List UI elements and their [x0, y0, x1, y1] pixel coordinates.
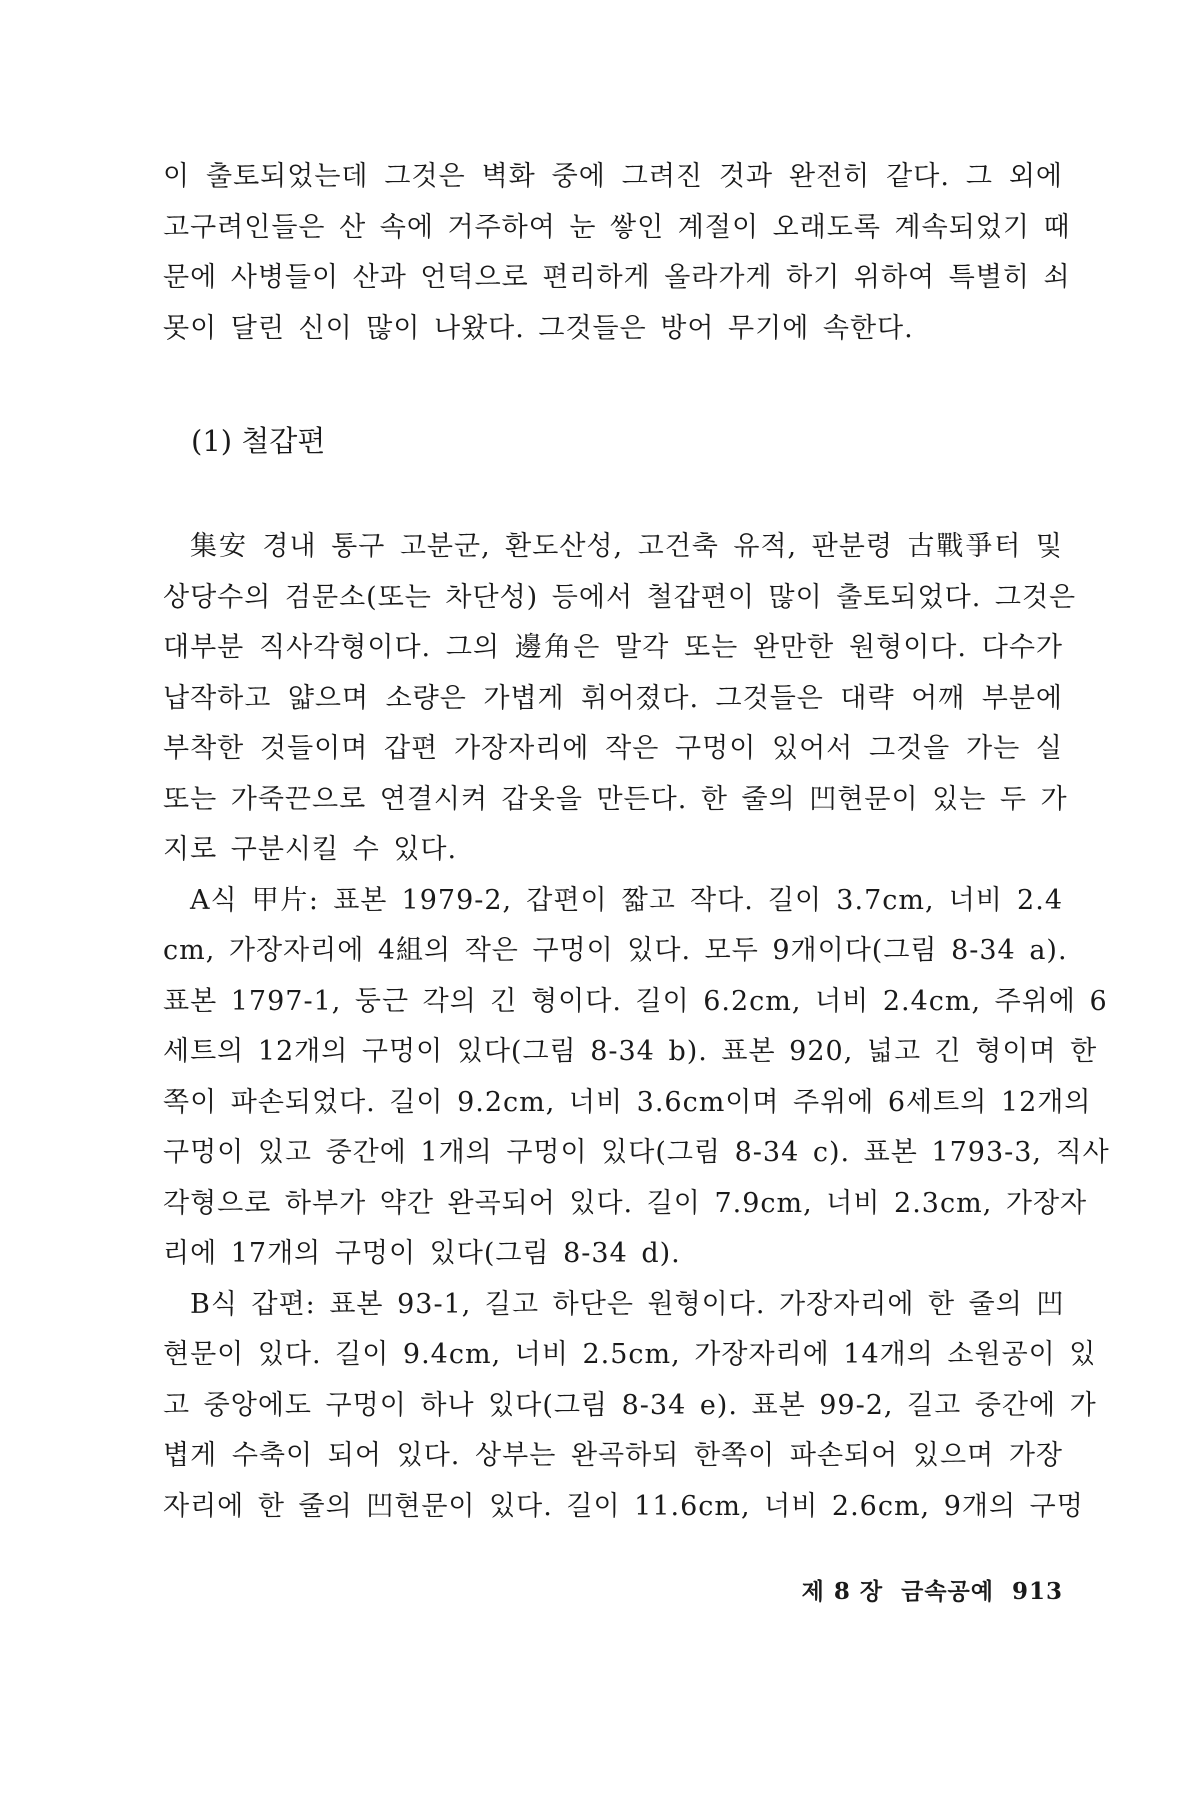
text-line: 지로 구분시킬 수 있다.: [163, 834, 458, 865]
paragraph-type-a: [163, 876, 1110, 1280]
page-number: 913: [1011, 1578, 1063, 1605]
page-footer: [760, 1573, 1063, 1606]
text-line: 쪽이 파손되었다. 길이 9.2cm, 너비 3.6cm이며 주위에 6세트의 12개의: [163, 1086, 1092, 1118]
text-line: 구멍이 있고 중간에 1개의 구멍이 있다(그림 8-34 c). 표본 1793-3, 직사: [163, 1137, 1110, 1168]
text-line: 리에 17개의 구멍이 있다(그림 8-34 d).: [163, 1238, 681, 1269]
text-line: 볍게 수축이 되어 있다. 상부는 완곡하되 한쪽이 파손되어 있으며 가장: [163, 1440, 1063, 1471]
text-line: B식 갑편: 표본 93-1, 길고 하단은 원형이다. 가장자리에 한 줄의 凹: [190, 1288, 1065, 1320]
chapter-label: 제 8 장: [801, 1578, 884, 1605]
paragraph-2: [163, 522, 1077, 876]
text-line: 고구려인들은 산 속에 거주하여 눈 쌓인 계절이 오래도록 계속되었기 때: [163, 211, 1071, 243]
text-line: 못이 달린 신이 많이 나왔다. 그것들은 방어 무기에 속한다.: [163, 312, 914, 344]
text-line: 표본 1797-1, 둥근 각의 긴 형이다. 길이 6.2cm, 너비 2.4cm, 주위에 6: [163, 985, 1108, 1017]
text-line: 이 출토되었는데 그것은 벽화 중에 그려진 것과 완전히 같다. 그 외에: [163, 161, 1063, 192]
text-line: 문에 사병들이 산과 언덕으로 편리하게 올라가게 하기 위하여 특별히 쇠: [163, 262, 1071, 293]
text-line: A식 甲片: 표본 1979-2, 갑편이 짧고 작다. 길이 3.7cm, 너비 2.4: [190, 884, 1063, 916]
text-line: 각형으로 하부가 약간 완곡되어 있다. 길이 7.9cm, 너비 2.3cm, 가장자: [163, 1187, 1088, 1219]
text-line: 集安 경내 통구 고분군, 환도산성, 고건축 유적, 판분령 古戰爭터 및: [190, 531, 1063, 562]
text-line: 자리에 한 줄의 凹현문이 있다. 길이 11.6cm, 너비 2.6cm, 9개의 구멍: [163, 1490, 1084, 1522]
text-line: 대부분 직사각형이다. 그의 邊角은 말각 또는 완만한 원형이다. 다수가: [163, 632, 1063, 663]
text-line: 납작하고 얇으며 소량은 가볍게 휘어졌다. 그것들은 대략 어깨 부분에: [163, 682, 1063, 714]
paragraph-type-b: [163, 1280, 1097, 1533]
text-line: 부착한 것들이며 갑편 가장자리에 작은 구멍이 있어서 그것을 가는 실: [163, 733, 1063, 764]
text-line: 현문이 있다. 길이 9.4cm, 너비 2.5cm, 가장자리에 14개의 소원공이 있: [163, 1339, 1097, 1370]
text-line: 세트의 12개의 구멍이 있다(그림 8-34 b). 표본 920, 넓고 긴 형이며 한: [163, 1036, 1098, 1067]
page-body: [163, 152, 1110, 1532]
text-line: cm, 가장자리에 4組의 작은 구멍이 있다. 모두 9개이다(그림 8-34 a).: [163, 935, 1068, 966]
text-line: 상당수의 검문소(또는 차단성) 등에서 철갑편이 많이 출토되었다. 그것은: [163, 581, 1077, 613]
text-line: 고 중앙에도 구멍이 하나 있다(그림 8-34 e). 표본 99-2, 길고 중간에 가: [163, 1389, 1097, 1421]
chapter-title: 금속공예: [901, 1578, 994, 1605]
paragraph-1: [163, 152, 1071, 354]
section-heading: (1) 철갑편: [191, 424, 326, 458]
text-line: 또는 가죽끈으로 연결시켜 갑옷을 만든다. 한 줄의 凹현문이 있는 두 가: [163, 783, 1068, 815]
